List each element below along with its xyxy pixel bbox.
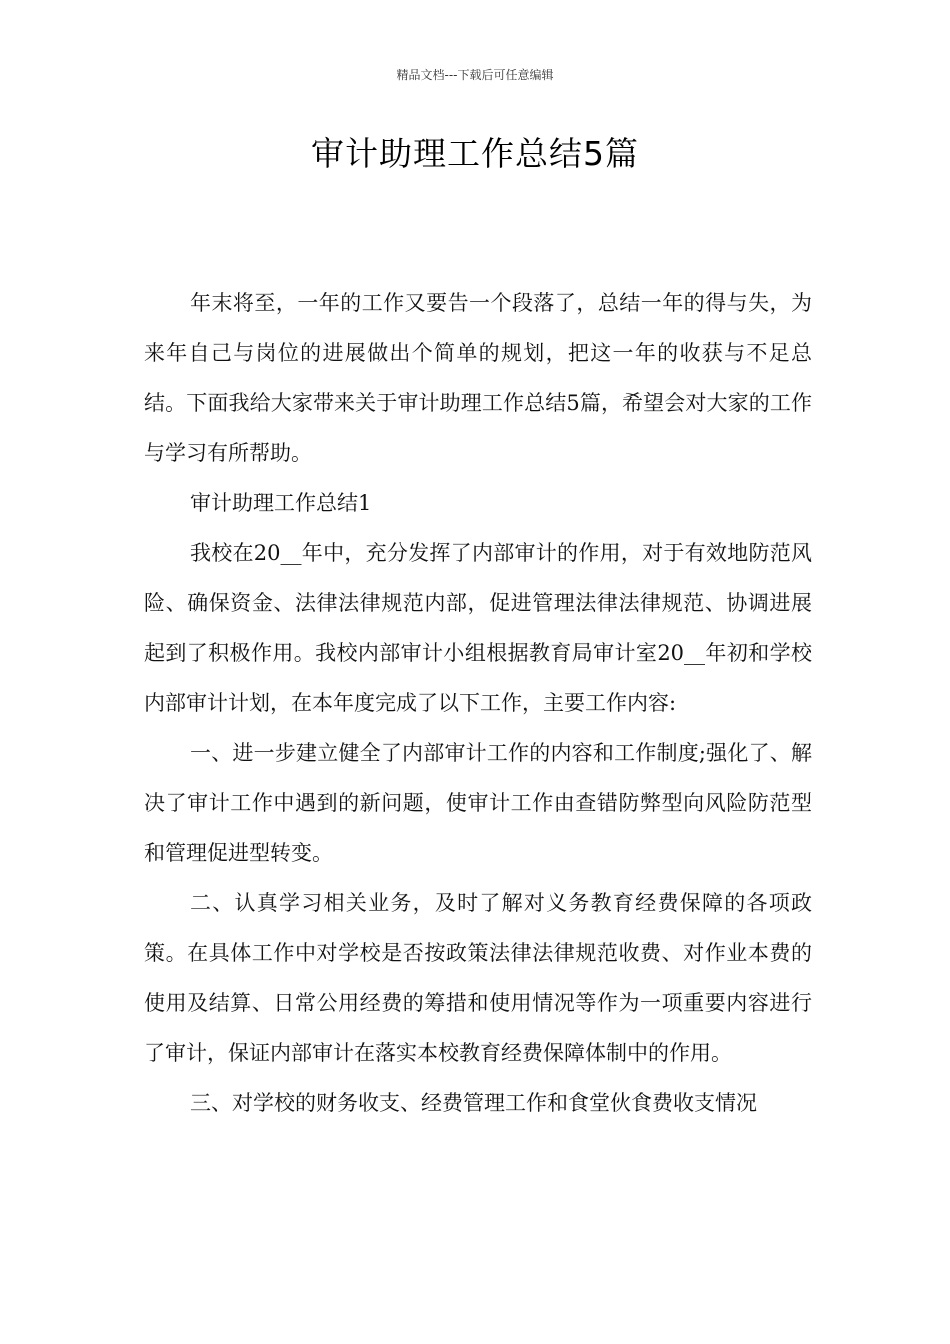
paragraph-item-2: 二、认真学习相关业务，及时了解对义务教育经费保障的各项政策。在具体工作中对学校是否按政策法律法律规范收费、对作业本费的使用及结算、日常公用经费的筹措和使用情况等作为一项重要内容进行了审计，保证内部审计在落实本校教育经费保障体制中的作用。 [144,891,812,1065]
document-title: 审计助理工作总结5篇 [311,134,639,173]
section-heading-1: 审计助理工作总结1 [190,491,372,515]
paragraph-item-1: 一、进一步建立健全了内部审计工作的内容和工作制度;强化了、解决了审计工作中遇到的新问题，使审计工作由查错防弊型向风险防范型和管理促进型转变。 [144,741,812,865]
paragraph-summary-1: 我校在20__年中，充分发挥了内部审计的作用，对于有效地防范风险、确保资金、法律法律规范内部，促进管理法律法律规范、协调进展起到了积极作用。我校内部审计小组根据教育局审计室20__年初和学校内部审计计划，在本年度完成了以下工作，主要工作内容: [144,541,812,715]
paragraph-item-3: 三、对学校的财务收支、经费管理工作和食堂伙食费收支情况 [190,1091,757,1115]
header-note: 精品文档---下载后可任意编辑 [396,68,554,82]
document-body [144,278,812,1128]
paragraph-intro: 年末将至，一年的工作又要告一个段落了，总结一年的得与失，为来年自己与岗位的进展做出个简单的规划，把这一年的收获与不足总结。下面我给大家带来关于审计助理工作总结5篇，希望会对大家的工作与学习有所帮助。 [144,291,812,465]
